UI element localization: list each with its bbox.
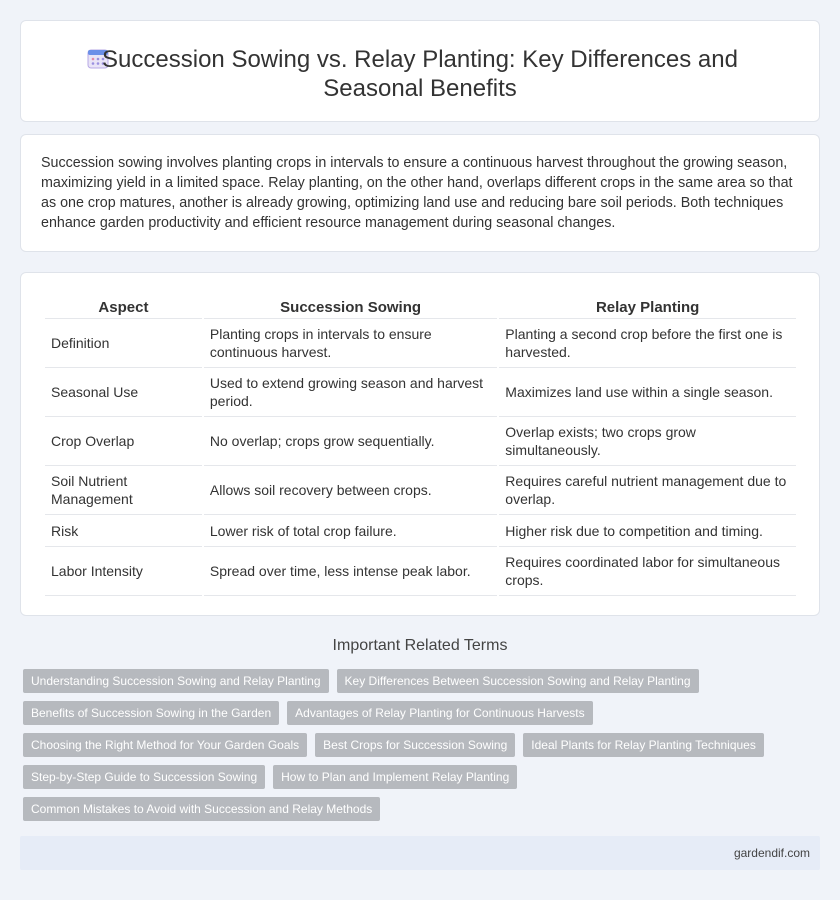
- comparison-table: [43, 293, 798, 596]
- table-row: [45, 417, 796, 466]
- table-cell: Soil Nutrient Management: [45, 466, 202, 515]
- related-term-tag[interactable]: Common Mistakes to Avoid with Succession and Relay Methods: [23, 797, 380, 821]
- table-cell: Requires careful nutrient management due to overlap.: [499, 466, 796, 515]
- table-cell: Labor Intensity: [45, 547, 202, 596]
- related-term-tag[interactable]: How to Plan and Implement Relay Planting: [273, 765, 517, 789]
- table-cell: Higher risk due to competition and timing.: [499, 515, 796, 547]
- table-cell: Lower risk of total crop failure.: [204, 515, 497, 547]
- table-row: [45, 466, 796, 515]
- table-cell: Requires coordinated labor for simultaneous crops.: [499, 547, 796, 596]
- related-term-tag[interactable]: Understanding Succession Sowing and Relay Planting: [23, 669, 329, 693]
- related-term-tag[interactable]: Ideal Plants for Relay Planting Techniques: [523, 733, 764, 757]
- table-cell: Crop Overlap: [45, 417, 202, 466]
- table-header-row: [45, 293, 796, 319]
- table-cell: Maximizes land use within a single season.: [499, 368, 796, 417]
- related-term-tag[interactable]: Choosing the Right Method for Your Garden Goals: [23, 733, 307, 757]
- table-cell: Planting a second crop before the first one is harvested.: [499, 319, 796, 368]
- intro-text: Succession sowing involves planting crops in intervals to ensure a continuous harvest throughout the growing season, maximizing yield in a limited space. Relay planting, on the other hand, overlaps different crops in the same area so that as one crop matures, another is already growing, optimizing land use and reducing bare soil periods. Both techniques enhance garden productivity and efficient resource management during seasonal changes.: [41, 155, 793, 231]
- intro-card: [20, 134, 820, 252]
- table-cell: Used to extend growing season and harvest period.: [204, 368, 497, 417]
- column-header-aspect: Aspect: [45, 293, 202, 319]
- table-cell: Planting crops in intervals to ensure continuous harvest.: [204, 319, 497, 368]
- related-term-tag[interactable]: Step-by-Step Guide to Succession Sowing: [23, 765, 265, 789]
- table-row: [45, 319, 796, 368]
- table-cell: Spread over time, less intense peak labor.: [204, 547, 497, 596]
- related-terms-tags: [23, 669, 813, 829]
- table-cell: Overlap exists; two crops grow simultaneously.: [499, 417, 796, 466]
- related-terms-title: Important Related Terms: [332, 637, 508, 654]
- related-term-tag[interactable]: Key Differences Between Succession Sowing and Relay Planting: [337, 669, 699, 693]
- table-row: [45, 515, 796, 547]
- table-cell: Allows soil recovery between crops.: [204, 466, 497, 515]
- comparison-table-card: [20, 272, 820, 616]
- header-card: [20, 20, 820, 122]
- column-header-succession-sowing: Succession Sowing: [204, 293, 497, 319]
- footer-site-link[interactable]: gardendif.com: [733, 846, 810, 860]
- footer: [20, 836, 820, 870]
- table-row: [45, 547, 796, 596]
- table-row: [45, 368, 796, 417]
- column-header-relay-planting: Relay Planting: [499, 293, 796, 319]
- table-cell: Definition: [45, 319, 202, 368]
- related-term-tag[interactable]: Best Crops for Succession Sowing: [315, 733, 515, 757]
- page-title: Succession Sowing vs. Relay Planting: Key Differences and Seasonal Benefits: [102, 46, 738, 102]
- table-cell: No overlap; crops grow sequentially.: [204, 417, 497, 466]
- related-term-tag[interactable]: Advantages of Relay Planting for Continuous Harvests: [287, 701, 593, 725]
- table-cell: Seasonal Use: [45, 368, 202, 417]
- table-cell: Risk: [45, 515, 202, 547]
- related-term-tag[interactable]: Benefits of Succession Sowing in the Garden: [23, 701, 279, 725]
